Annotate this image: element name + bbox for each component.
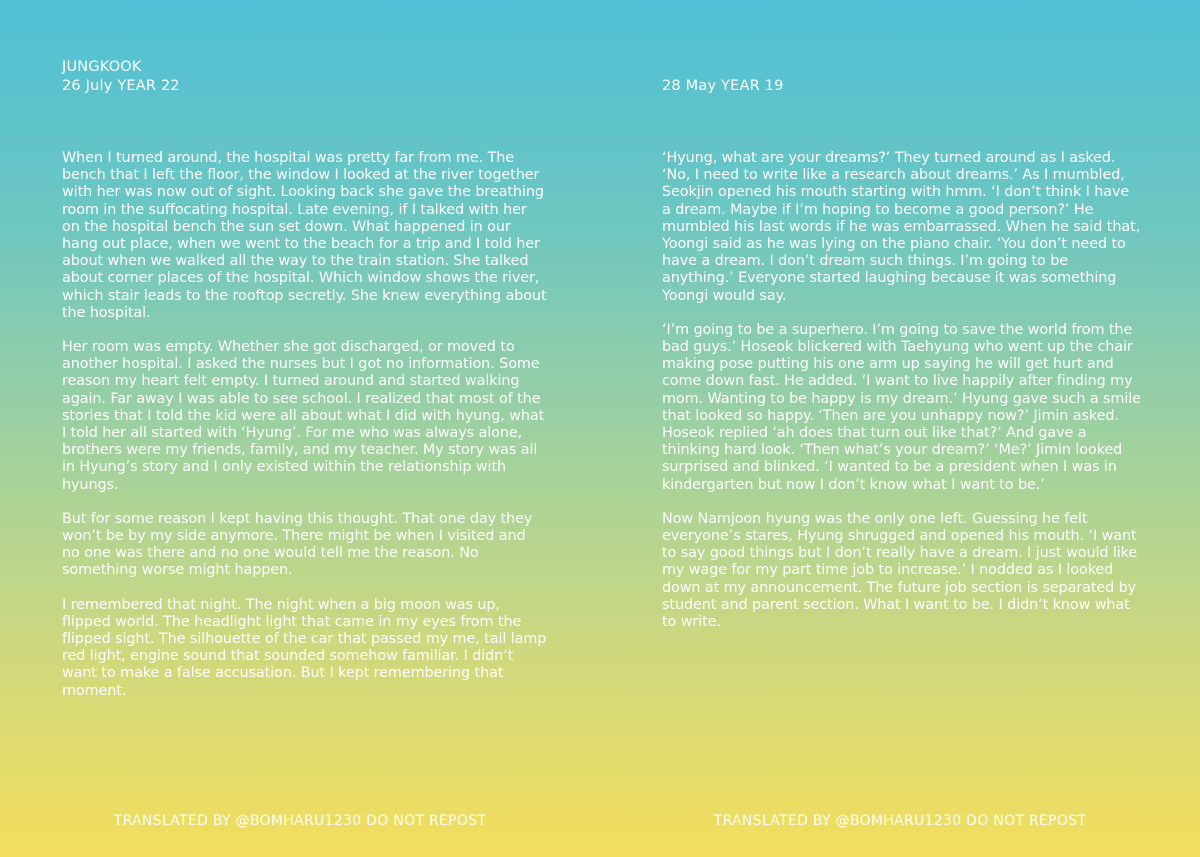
right-page	[600, 0, 1200, 857]
paragraph: But for some reason I kept having this thought. That one day they won’t be by my side anymore. There might be when I visited and no one was there and no one would tell me the reason. No something worse might happen.	[62, 510, 533, 579]
paragraph: ‘Hyung, what are your dreams?’ They turned around as I asked. ‘No, I need to write like a research about dreams.’ As I mumbled, Seokjin opened his mouth starting with hmm. ‘I don’t think I have a dream. Maybe if I’m hoping to become a good person?’ He mumbled his last words if he was embarrassed. When he said that, Yoongi said as he was lying on the piano chair. ‘You don’t need to have a dream. I don’t dream such things. I’m going to be anything.’ Everyone started laughing because it was something Yoongi would say.	[662, 150, 1141, 304]
right-page-header	[662, 77, 784, 96]
paragraph: ‘I’m going to be a superhero. I’m going to save the world from the bad guys.’ Hoseok blickered with Taehyung who went up the chair making pose putting his one arm up saying he will get hurt and come down fast. He added. ‘I want to live happily after finding my mom. Wanting to be happy is my dream.’ Hyung gave such a smile that looked so happy. ‘Then are you unhappy now?’ Jimin asked. Hoseok replied ‘ah does that turn out like that?’ And gave a thinking hard look. ‘Then what’s your dream?’ ‘Me?’ Jimin looked surprised and blinked. ‘I wanted to be a president when I was in kindergarten but now I don’t know what I want to be.’	[662, 321, 1141, 493]
left-page-date: 26 July YEAR 22	[62, 78, 180, 94]
left-page-body	[62, 150, 547, 717]
character-name: JUNGKOOK	[62, 59, 142, 75]
paragraph: When I turned around, the hospital was pretty far from me. The bench that I left the floor, the window I looked at the river together with her was now out of sight. Looking back she gave the breathing room in the suffocating hospital. Late evening, if I talked with her on the hospital bench the sun set down. What happened in our hang out place, when we went to the beach for a trip and I told her about when we walked all the way to the train station. She talked about corner places of the hospital. Which window shows the river, which stair leads to the rooftop secretly. She knew everything about the hospital.	[62, 150, 547, 321]
left-page-header	[62, 58, 180, 96]
right-page-body	[662, 150, 1142, 648]
paragraph: I remembered that night. The night when a big moon was up, flipped world. The headlight light that came in my eyes from the flipped sight. The silhouette of the car that passed my me, tail lamp red light, engine sound that sounded somehow familiar. I didn’t want to make a false accusation. But I kept remembering that moment.	[62, 596, 547, 699]
translation-credit: TRANSLATED BY @BOMHARU1230 DO NOT REPOST	[113, 813, 487, 829]
right-page-date: 28 May YEAR 19	[662, 78, 784, 94]
translation-credit: TRANSLATED BY @BOMHARU1230 DO NOT REPOST	[713, 813, 1087, 829]
paragraph: Now Namjoon hyung was the only one left. Guessing he felt everyone’s stares, Hyung shrugged and opened his mouth. ‘I want to say good things but I don’t really have a dream. I just would like my wage for my part time job to increase.’ I nodded as I looked down at my announcement. The future job section is separated by student and parent section. What I want to be. I didn’t know what to write.	[662, 510, 1138, 631]
paragraph: Her room was empty. Whether she got discharged, or moved to another hospital. I asked the nurses but I got no information. Some reason my heart felt empty. I turned around and started walking again. Far away I was able to see school. I realized that most of the stories that I told the kid were all about what I did with hyung, what I told her all started with ‘Hyung’. For me who was always alone, brothers were my friends, family, and my teacher. My story was all in Hyung’s story and I only existed within the relationship with hyungs.	[62, 339, 545, 493]
